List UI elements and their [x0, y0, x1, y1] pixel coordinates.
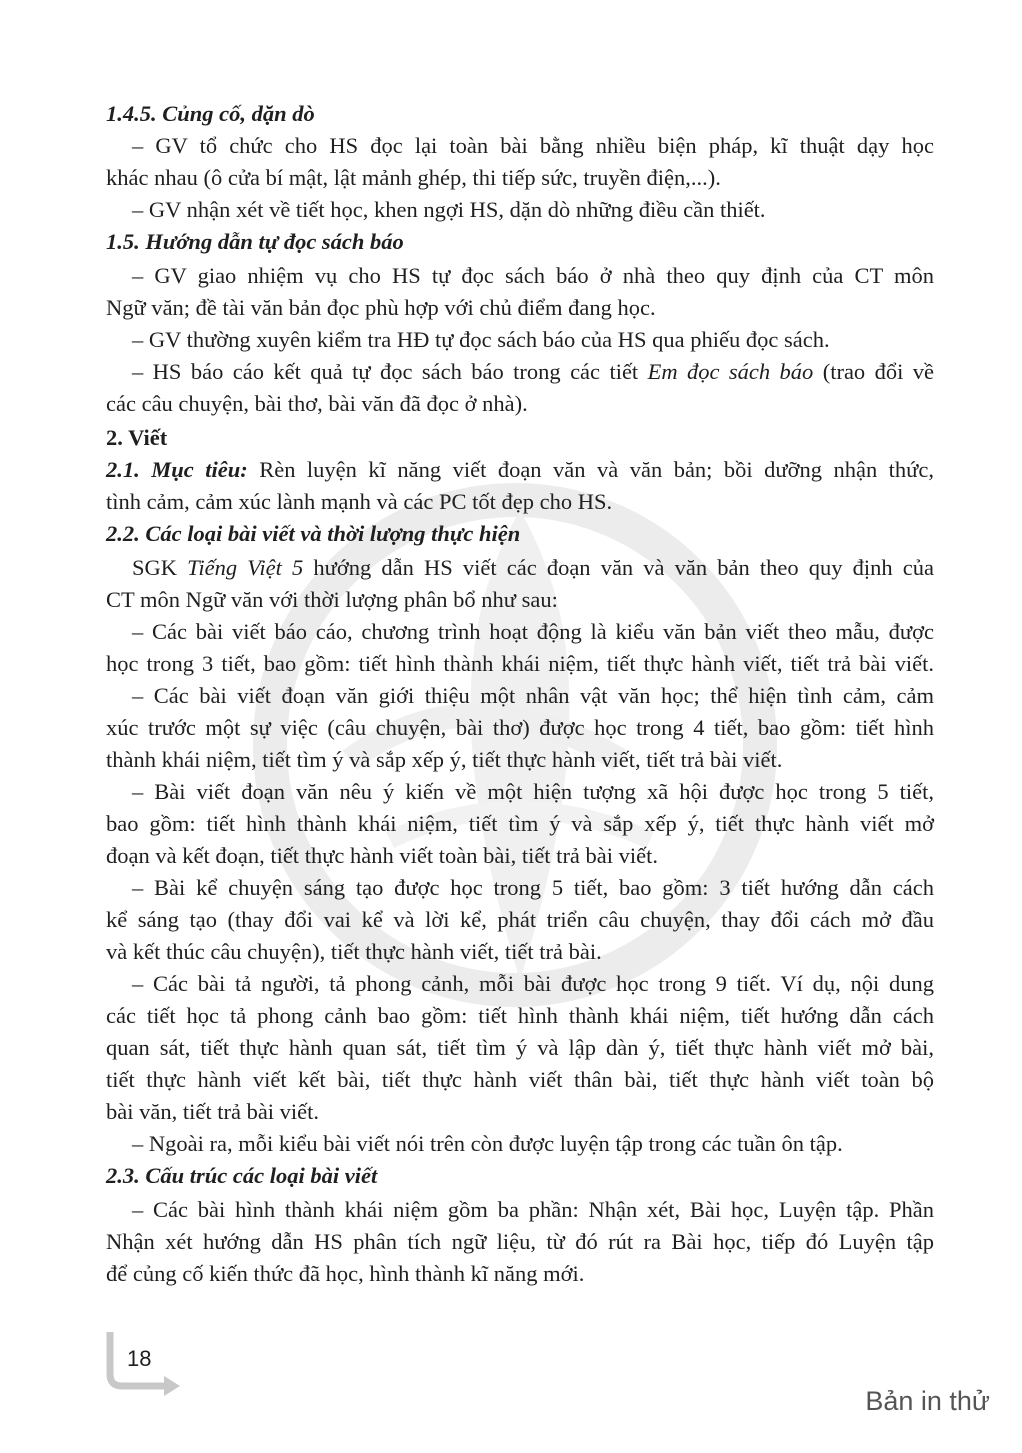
subheading-2-1: 2.1. Mục tiêu:: [106, 457, 248, 482]
paragraph-line: tình cảm, cảm xúc lành mạnh và các PC tốt đẹp cho HS.: [106, 489, 613, 514]
paragraph-line: các câu chuyện, bài thơ, bài văn đã đọc ở nhà).: [106, 391, 528, 416]
paragraph-line: [106, 552, 934, 584]
page-body: [106, 98, 934, 1290]
paragraph-line: – GV thường xuyên kiểm tra HĐ tự đọc sách báo của HS qua phiếu đọc sách.: [132, 327, 830, 352]
paragraph-line: – Các bài viết đoạn văn giới thiệu một nhân vật văn học; thể hiện tình cảm, cảm: [132, 683, 934, 708]
heading-1-5: 1.5. Hướng dẫn tự đọc sách báo: [106, 229, 404, 254]
text-segment: – HS báo cáo kết quả tự đọc sách báo trong các tiết: [132, 359, 648, 384]
text-segment: Rèn luyện kĩ năng viết đoạn văn và văn bản; bồi dưỡng nhận thức,: [247, 457, 934, 482]
text-segment: hướng dẫn HS viết các đoạn văn và văn bản theo quy định của: [303, 555, 935, 580]
paragraph-line: CT môn Ngữ văn với thời lượng phân bổ như sau:: [106, 587, 558, 612]
text-segment: (trao đổi về: [813, 359, 934, 384]
paragraph-line: học trong 3 tiết, bao gồm: tiết hình thành khái niệm, tiết thực hành viết, tiết trả bài viết.: [106, 651, 934, 676]
paragraph-line: – Bài viết đoạn văn nêu ý kiến về một hiện tượng xã hội được học trong 5 tiết,: [132, 779, 934, 804]
paragraph-line: [106, 454, 934, 486]
paragraph-line: [106, 356, 934, 388]
paragraph-line: – GV nhận xét về tiết học, khen ngợi HS, dặn dò những điều cần thiết.: [132, 197, 766, 222]
page-number: 18: [127, 1346, 152, 1371]
heading-2: 2. Viết: [106, 425, 168, 450]
paragraph-line: – Các bài hình thành khái niệm gồm ba phần: Nhận xét, Bài học, Luyện tập. Phần: [132, 1197, 934, 1222]
paragraph-line: – Bài kể chuyện sáng tạo được học trong 5 tiết, bao gồm: 3 tiết hướng dẫn cách: [132, 875, 934, 900]
book-title: Tiếng Việt 5: [187, 555, 304, 580]
paragraph-line: các tiết học tả phong cảnh bao gồm: tiết hình thành khái niệm, tiết hướng dẫn cách: [106, 1003, 934, 1028]
paragraph-line: Ngữ văn; đề tài văn bản đọc phù hợp với chủ điểm đang học.: [106, 295, 656, 320]
paragraph-line: xúc trước một sự việc (câu chuyện, bài thơ) được học trong 4 tiết, bao gồm: tiết hình: [106, 715, 934, 740]
paragraph-line: thành khái niệm, tiết tìm ý và sắp xếp ý, tiết thực hành viết, tiết trả bài viết.: [106, 747, 783, 772]
paragraph-line: và kết thúc câu chuyện), tiết thực hành viết, tiết trả bài.: [106, 939, 602, 964]
paragraph-line: khác nhau (ô cửa bí mật, lật mảnh ghép, thi tiếp sức, truyền điện,...).: [106, 165, 721, 190]
book-title: Em đọc sách báo: [647, 359, 814, 384]
page-footer: [0, 1330, 1022, 1453]
paragraph-line: để củng cố kiến thức đã học, hình thành kĩ năng mới.: [106, 1261, 585, 1286]
paragraph-line: quan sát, tiết thực hành quan sát, tiết tìm ý và lập dàn ý, tiết thực hành viết mở bài,: [106, 1035, 934, 1060]
print-proof-label: Bản in thử: [865, 1386, 990, 1416]
text-segment: SGK: [132, 555, 188, 580]
paragraph-line: – Các bài tả người, tả phong cảnh, mỗi bài được học trong 9 tiết. Ví dụ, nội dung: [132, 971, 934, 996]
heading-2-2: 2.2. Các loại bài viết và thời lượng thực hiện: [106, 521, 521, 546]
paragraph-line: – GV tổ chức cho HS đọc lại toàn bài bằng nhiều biện pháp, kĩ thuật dạy học: [132, 133, 934, 158]
paragraph-line: tiết thực hành viết kết bài, tiết thực hành viết thân bài, tiết thực hành viết toàn bộ: [106, 1067, 934, 1092]
paragraph-line: – Các bài viết báo cáo, chương trình hoạt động là kiểu văn bản viết theo mẫu, được: [132, 619, 934, 644]
paragraph-line: kể sáng tạo (thay đổi vai kể và lời kể, phát triển câu chuyện, thay đổi cách mở đầu: [106, 907, 934, 932]
heading-1-4-5: 1.4.5. Củng cố, dặn dò: [106, 101, 315, 126]
paragraph-line: Nhận xét hướng dẫn HS phân tích ngữ liệu, từ đó rút ra Bài học, tiếp đó Luyện tập: [106, 1229, 934, 1254]
heading-2-3: 2.3. Cấu trúc các loại bài viết: [106, 1163, 378, 1188]
paragraph-line: bài văn, tiết trả bài viết.: [106, 1099, 320, 1124]
paragraph-line: bao gồm: tiết hình thành khái niệm, tiết tìm ý và sắp xếp ý, tiết thực hành viết mở: [106, 811, 934, 836]
paragraph-line: – Ngoài ra, mỗi kiểu bài viết nói trên còn được luyện tập trong các tuần ôn tập.: [132, 1131, 843, 1156]
paragraph-line: đoạn và kết đoạn, tiết thực hành viết toàn bài, tiết trả bài viết.: [106, 843, 659, 868]
paragraph-line: – GV giao nhiệm vụ cho HS tự đọc sách báo ở nhà theo quy định của CT môn: [132, 263, 934, 288]
